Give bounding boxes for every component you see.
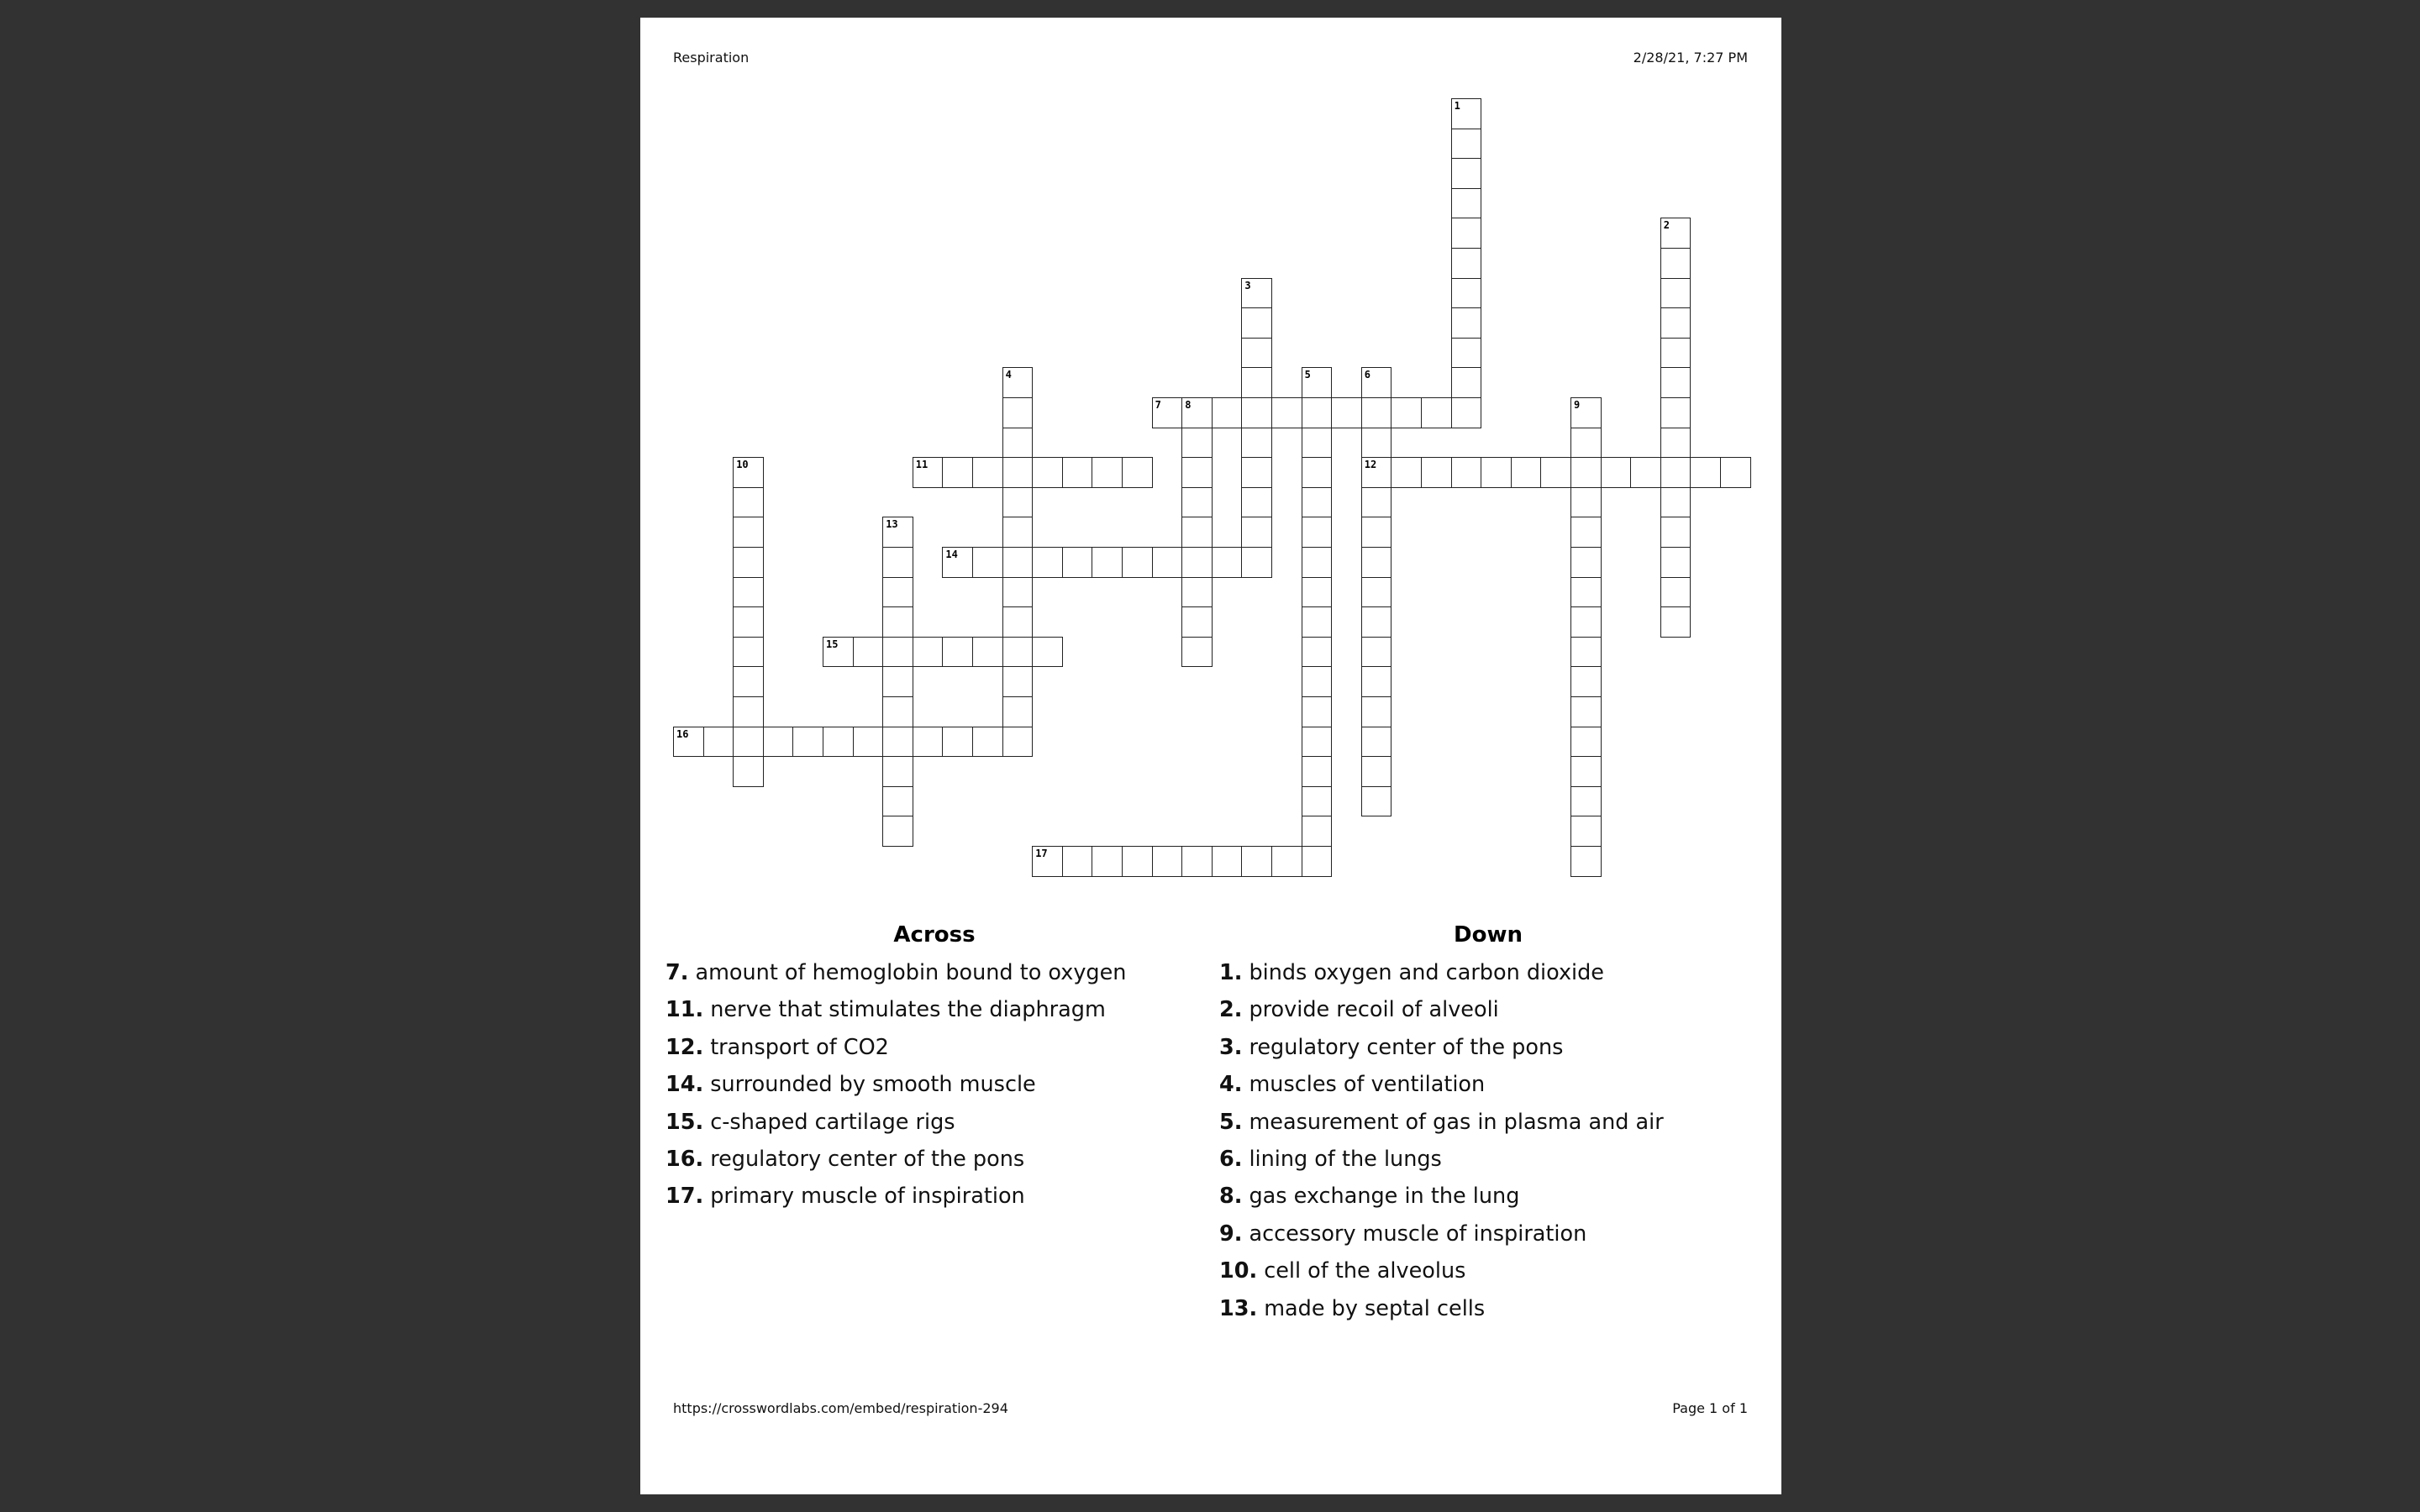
crossword-cell[interactable] [1630, 457, 1661, 488]
crossword-cell[interactable] [1302, 606, 1333, 638]
crossword-cell[interactable] [673, 727, 704, 758]
crossword-cell[interactable] [1002, 547, 1034, 578]
crossword-cell[interactable] [1002, 397, 1034, 428]
clue-text: cell of the alveolus [1264, 1258, 1466, 1284]
across-clue [666, 954, 1203, 991]
crossword-cell[interactable] [1570, 756, 1602, 787]
crossword-cell[interactable] [1302, 517, 1333, 548]
crossword-cell[interactable] [1720, 457, 1751, 488]
crossword-cell[interactable] [1302, 696, 1333, 727]
crossword-cell[interactable] [1361, 727, 1392, 758]
crossword-cell[interactable] [1660, 457, 1691, 488]
clue-number: 17. [666, 1184, 704, 1210]
crossword-cell[interactable] [1062, 547, 1093, 578]
crossword-cell[interactable] [1361, 517, 1392, 548]
crossword-cell[interactable] [733, 547, 764, 578]
crossword-cell[interactable] [882, 756, 913, 787]
clue-number: 14. [666, 1072, 704, 1098]
crossword-cell[interactable] [1181, 487, 1213, 518]
down-clue [1219, 1178, 1757, 1215]
crossword-cell[interactable] [1690, 457, 1721, 488]
crossword-cell[interactable] [1570, 846, 1602, 877]
clue-number: 15. [666, 1109, 704, 1135]
crossword-cell[interactable] [882, 517, 913, 548]
across-clues [666, 921, 1203, 1215]
crossword-cell[interactable] [913, 457, 944, 488]
crossword-cell[interactable] [882, 606, 913, 638]
crossword-cell[interactable] [1361, 428, 1392, 459]
crossword-cell[interactable] [733, 517, 764, 548]
crossword-cell[interactable] [1152, 397, 1183, 428]
crossword-cell[interactable] [1451, 338, 1482, 369]
crossword-cell[interactable] [1002, 666, 1034, 697]
crossword-cell[interactable] [1361, 696, 1392, 727]
crossword-cell[interactable] [1361, 397, 1392, 428]
down-clue [1219, 954, 1757, 991]
crossword-cell[interactable] [823, 637, 854, 668]
crossword-cell[interactable] [1241, 457, 1272, 488]
crossword-cell[interactable] [1002, 428, 1034, 459]
down-clue [1219, 1066, 1757, 1103]
crossword-cell[interactable] [1660, 397, 1691, 428]
crossword-cell[interactable] [882, 696, 913, 727]
crossword-cell[interactable] [1302, 786, 1333, 817]
crossword-cell[interactable] [942, 547, 973, 578]
crossword-cell[interactable] [1241, 846, 1272, 877]
clue-number: 1. [1219, 960, 1243, 985]
crossword-cell[interactable] [1241, 367, 1272, 398]
crossword-cell[interactable] [882, 666, 913, 697]
down-clue [1219, 1104, 1757, 1141]
crossword-cell[interactable] [1302, 727, 1333, 758]
clue-number-label: 4 [1005, 369, 1012, 381]
clue-text: provide recoil of alveoli [1249, 997, 1499, 1023]
page-header-datetime: 2/28/21, 7:27 PM [1633, 50, 1748, 66]
crossword-cell[interactable] [1570, 786, 1602, 817]
crossword-cell[interactable] [1421, 397, 1452, 428]
clue-text: regulatory center of the pons [710, 1146, 1025, 1172]
clue-number-label: 12 [1364, 459, 1377, 471]
crossword-cell[interactable] [1570, 816, 1602, 847]
crossword-cell[interactable] [1391, 457, 1422, 488]
crossword-cell[interactable] [1181, 397, 1213, 428]
crossword-cell[interactable] [1570, 727, 1602, 758]
clue-number: 3. [1219, 1034, 1243, 1060]
clue-number-label: 15 [826, 638, 839, 650]
crossword-cell[interactable] [1152, 547, 1183, 578]
crossword-cell[interactable] [1601, 457, 1632, 488]
crossword-cell[interactable] [1361, 547, 1392, 578]
crossword-cell[interactable] [1181, 457, 1213, 488]
crossword-cell[interactable] [1062, 457, 1093, 488]
crossword-cell[interactable] [1570, 637, 1602, 668]
down-clue [1219, 1141, 1757, 1178]
crossword-cell[interactable] [1241, 487, 1272, 518]
crossword-cell[interactable] [1032, 637, 1063, 668]
crossword-cell[interactable] [1032, 846, 1063, 877]
crossword-cell[interactable] [1660, 428, 1691, 459]
down-clue [1219, 1252, 1757, 1289]
clue-number-label: 2 [1663, 219, 1670, 232]
crossword-cell[interactable] [1002, 517, 1034, 548]
clue-number-label: 11 [915, 459, 929, 471]
across-clue [666, 1029, 1203, 1066]
clue-number-label: 16 [676, 727, 689, 740]
clue-text: nerve that stimulates the diaphragm [710, 997, 1106, 1023]
crossword-cell[interactable] [1002, 606, 1034, 638]
clue-number: 2. [1219, 997, 1243, 1023]
clue-number-label: 8 [1185, 399, 1192, 411]
down-clue [1219, 991, 1757, 1028]
crossword-cell[interactable] [1361, 606, 1392, 638]
crossword-cell[interactable] [1361, 637, 1392, 668]
crossword-cell[interactable] [1002, 367, 1034, 398]
crossword-cell[interactable] [1002, 637, 1034, 668]
across-clue [666, 1141, 1203, 1178]
clue-text: primary muscle of inspiration [710, 1184, 1025, 1210]
crossword-cell[interactable] [1002, 577, 1034, 608]
crossword-grid [640, 18, 1781, 908]
clue-number: 9. [1219, 1221, 1243, 1247]
crossword-cell[interactable] [1361, 756, 1392, 787]
crossword-cell[interactable] [882, 816, 913, 847]
crossword-cell[interactable] [1451, 158, 1482, 189]
clue-number-label: 5 [1304, 369, 1311, 381]
page-header-title: Respiration [673, 50, 750, 66]
crossword-cell[interactable] [1481, 457, 1512, 488]
crossword-cell[interactable] [733, 606, 764, 638]
crossword-cell[interactable] [1660, 547, 1691, 578]
down-clue [1219, 1029, 1757, 1066]
crossword-cell[interactable] [1002, 487, 1034, 518]
clue-number-label: 7 [1155, 399, 1161, 411]
page-footer-url: https://crosswordlabs.com/embed/respiration-294 [673, 1400, 1008, 1416]
crossword-cell[interactable] [1032, 547, 1063, 578]
crossword-cell[interactable] [1361, 487, 1392, 518]
crossword-cell[interactable] [733, 457, 764, 488]
crossword-cell[interactable] [733, 696, 764, 727]
across-clue [666, 1066, 1203, 1103]
down-clue [1219, 1215, 1757, 1252]
clue-number-label: 6 [1364, 369, 1371, 381]
crossword-cell[interactable] [1181, 547, 1213, 578]
crossword-cell[interactable] [1241, 338, 1272, 369]
crossword-cell[interactable] [1271, 397, 1302, 428]
crossword-cell[interactable] [703, 727, 734, 758]
clue-text: made by septal cells [1264, 1295, 1486, 1321]
clue-number: 5. [1219, 1109, 1243, 1135]
page-footer-page-number: Page 1 of 1 [1672, 1400, 1748, 1416]
clue-text: accessory muscle of inspiration [1249, 1221, 1587, 1247]
clue-number: 4. [1219, 1072, 1243, 1098]
crossword-cell[interactable] [972, 547, 1003, 578]
clue-number-label: 9 [1574, 399, 1581, 411]
crossword-cell[interactable] [1002, 457, 1034, 488]
crossword-cell[interactable] [1122, 547, 1153, 578]
crossword-cell[interactable] [1660, 338, 1691, 369]
crossword-cell[interactable] [882, 637, 913, 668]
crossword-cell[interactable] [1570, 547, 1602, 578]
crossword-cell[interactable] [763, 727, 794, 758]
crossword-cell[interactable] [1451, 278, 1482, 309]
crossword-cell[interactable] [1092, 457, 1123, 488]
crossword-cell[interactable] [1241, 428, 1272, 459]
crossword-cell[interactable] [1451, 457, 1482, 488]
crossword-cell[interactable] [1660, 307, 1691, 339]
clue-number: 8. [1219, 1184, 1243, 1210]
print-preview-page [640, 18, 1781, 1494]
crossword-cell[interactable] [1002, 727, 1034, 758]
clue-number: 16. [666, 1146, 704, 1172]
clue-number: 10. [1219, 1258, 1258, 1284]
crossword-cell[interactable] [1062, 846, 1093, 877]
crossword-cell[interactable] [853, 637, 884, 668]
crossword-cell[interactable] [733, 727, 764, 758]
crossword-cell[interactable] [1451, 188, 1482, 219]
crossword-cell[interactable] [1451, 248, 1482, 279]
clue-number: 13. [1219, 1295, 1258, 1321]
across-clue [666, 1104, 1203, 1141]
crossword-cell[interactable] [1570, 606, 1602, 638]
crossword-cell[interactable] [1570, 517, 1602, 548]
crossword-cell[interactable] [1660, 487, 1691, 518]
crossword-cell[interactable] [1421, 457, 1452, 488]
crossword-cell[interactable] [1660, 577, 1691, 608]
crossword-cell[interactable] [1361, 457, 1392, 488]
crossword-cell[interactable] [733, 756, 764, 787]
crossword-cell[interactable] [1241, 397, 1272, 428]
crossword-cell[interactable] [1302, 756, 1333, 787]
crossword-cell[interactable] [1361, 786, 1392, 817]
clue-text: measurement of gas in plasma and air [1249, 1109, 1664, 1135]
clue-number-label: 1 [1454, 100, 1460, 112]
crossword-cell[interactable] [1181, 846, 1213, 877]
crossword-cell[interactable] [1451, 367, 1482, 398]
crossword-cell[interactable] [1660, 278, 1691, 309]
crossword-cell[interactable] [882, 547, 913, 578]
crossword-cell[interactable] [1302, 367, 1333, 398]
across-clue [666, 991, 1203, 1028]
clue-text: muscles of ventilation [1249, 1072, 1486, 1098]
crossword-cell[interactable] [733, 487, 764, 518]
crossword-cell[interactable] [972, 457, 1003, 488]
crossword-cell[interactable] [882, 786, 913, 817]
crossword-cell[interactable] [1540, 457, 1571, 488]
crossword-cell[interactable] [1302, 577, 1333, 608]
clue-number: 12. [666, 1034, 704, 1060]
down-clue [1219, 1290, 1757, 1327]
crossword-cell[interactable] [1302, 547, 1333, 578]
crossword-cell[interactable] [1302, 487, 1333, 518]
clue-number: 11. [666, 997, 704, 1023]
crossword-cell[interactable] [853, 727, 884, 758]
crossword-cell[interactable] [1660, 517, 1691, 548]
crossword-cell[interactable] [1212, 846, 1243, 877]
crossword-cell[interactable] [1361, 367, 1392, 398]
across-heading: Across [893, 922, 976, 948]
clue-number-label: 3 [1244, 279, 1251, 291]
crossword-cell[interactable] [1181, 517, 1213, 548]
crossword-cell[interactable] [1212, 397, 1243, 428]
crossword-cell[interactable] [1122, 846, 1153, 877]
clue-text: binds oxygen and carbon dioxide [1249, 960, 1604, 985]
clue-number: 6. [1219, 1146, 1243, 1172]
crossword-cell[interactable] [1451, 218, 1482, 249]
crossword-cell[interactable] [913, 727, 944, 758]
crossword-cell[interactable] [1212, 547, 1243, 578]
crossword-cell[interactable] [1570, 666, 1602, 697]
crossword-cell[interactable] [942, 727, 973, 758]
crossword-cell[interactable] [1032, 457, 1063, 488]
crossword-cell[interactable] [1302, 816, 1333, 847]
clue-number-label: 13 [886, 518, 898, 531]
crossword-cell[interactable] [792, 727, 823, 758]
across-clue-list [666, 954, 1203, 1215]
crossword-cell[interactable] [1570, 696, 1602, 727]
crossword-cell[interactable] [1451, 307, 1482, 339]
crossword-cell[interactable] [733, 666, 764, 697]
crossword-cell[interactable] [942, 637, 973, 668]
crossword-cell[interactable] [1122, 457, 1153, 488]
crossword-cell[interactable] [1331, 397, 1362, 428]
crossword-cell[interactable] [1241, 278, 1272, 309]
clue-text: lining of the lungs [1249, 1146, 1442, 1172]
crossword-cell[interactable] [942, 457, 973, 488]
down-clue-list [1219, 954, 1757, 1327]
across-clue [666, 1178, 1203, 1215]
crossword-cell[interactable] [1181, 606, 1213, 638]
crossword-cell[interactable] [1302, 846, 1333, 877]
crossword-cell[interactable] [1660, 367, 1691, 398]
crossword-cell[interactable] [1391, 397, 1422, 428]
clue-text: gas exchange in the lung [1249, 1184, 1520, 1210]
crossword-cell[interactable] [1570, 487, 1602, 518]
crossword-cell[interactable] [1152, 846, 1183, 877]
crossword-cell[interactable] [1302, 457, 1333, 488]
crossword-cell[interactable] [1241, 547, 1272, 578]
clue-text: transport of CO2 [710, 1034, 889, 1060]
down-clues [1219, 921, 1757, 1327]
crossword-cell[interactable] [733, 637, 764, 668]
clue-text: surrounded by smooth muscle [710, 1072, 1036, 1098]
crossword-cell[interactable] [1451, 129, 1482, 160]
crossword-cell[interactable] [1451, 98, 1482, 129]
crossword-cell[interactable] [1570, 397, 1602, 428]
crossword-cell[interactable] [1570, 457, 1602, 488]
clue-text: amount of hemoglobin bound to oxygen [695, 960, 1127, 985]
crossword-cell[interactable] [882, 577, 913, 608]
down-heading: Down [1454, 922, 1523, 948]
crossword-cell[interactable] [733, 577, 764, 608]
clue-number-label: 14 [945, 549, 958, 560]
crossword-cell[interactable] [1241, 307, 1272, 339]
crossword-cell[interactable] [1092, 846, 1123, 877]
crossword-cell[interactable] [1302, 428, 1333, 459]
crossword-cell[interactable] [1181, 637, 1213, 668]
crossword-cell[interactable] [1361, 666, 1392, 697]
crossword-cell[interactable] [882, 727, 913, 758]
crossword-cell[interactable] [972, 727, 1003, 758]
crossword-cell[interactable] [1660, 606, 1691, 638]
clue-text: regulatory center of the pons [1249, 1034, 1564, 1060]
crossword-cell[interactable] [1660, 218, 1691, 249]
crossword-cell[interactable] [1181, 428, 1213, 459]
clue-number: 7. [666, 960, 689, 985]
clue-number-label: 17 [1035, 848, 1048, 859]
crossword-cell[interactable] [1302, 637, 1333, 668]
crossword-cell[interactable] [1302, 397, 1333, 428]
crossword-cell[interactable] [913, 637, 944, 668]
crossword-cell[interactable] [1241, 517, 1272, 548]
crossword-cell[interactable] [1570, 428, 1602, 459]
clue-text: c-shaped cartilage rigs [710, 1109, 955, 1135]
crossword-cell[interactable] [1361, 577, 1392, 608]
crossword-cell[interactable] [1570, 577, 1602, 608]
crossword-cell[interactable] [1002, 696, 1034, 727]
crossword-cell[interactable] [1451, 397, 1482, 428]
crossword-cell[interactable] [972, 637, 1003, 668]
crossword-cell[interactable] [1660, 248, 1691, 279]
crossword-cell[interactable] [1271, 846, 1302, 877]
crossword-cell[interactable] [1181, 577, 1213, 608]
crossword-cell[interactable] [823, 727, 854, 758]
crossword-cell[interactable] [1511, 457, 1542, 488]
crossword-cell[interactable] [1302, 666, 1333, 697]
crossword-cell[interactable] [1092, 547, 1123, 578]
clue-number-label: 10 [736, 459, 749, 471]
